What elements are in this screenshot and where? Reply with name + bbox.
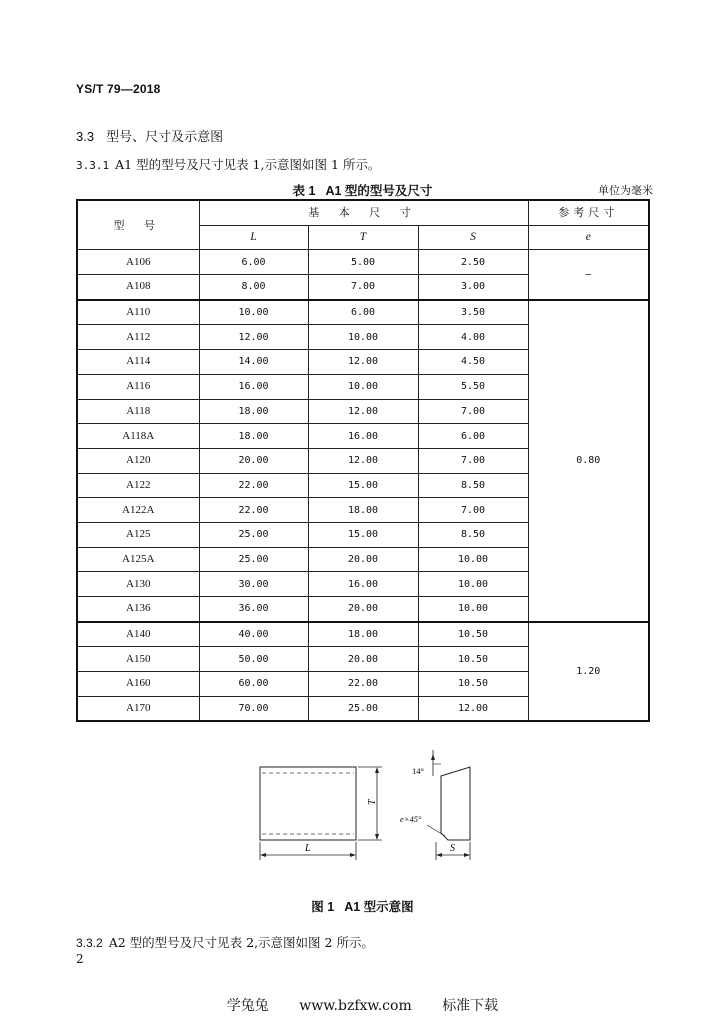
- cell-model: A130: [77, 572, 199, 597]
- header-basic-dimensions: 基 本 尺 寸: [199, 200, 528, 225]
- cell-T: 12.00: [308, 399, 418, 424]
- paragraph-3-3-2: [76, 933, 374, 951]
- label-L: L: [305, 843, 311, 854]
- table-unit-note: 单位为毫米: [598, 185, 653, 197]
- cell-L: 12.00: [199, 325, 308, 350]
- cell-S: 10.00: [418, 597, 528, 622]
- cell-model: A125A: [77, 547, 199, 572]
- cell-L: 22.00: [199, 473, 308, 498]
- cell-e: 0.80: [528, 300, 649, 622]
- cell-model: A120: [77, 448, 199, 473]
- document-code: YS/T 79—2018: [76, 82, 161, 96]
- footer-watermark: [0, 995, 725, 1015]
- cell-model: A110: [77, 300, 199, 325]
- cell-T: 18.00: [308, 498, 418, 523]
- label-T: T: [367, 799, 378, 805]
- cell-L: 25.00: [199, 547, 308, 572]
- cell-T: 22.00: [308, 672, 418, 697]
- cell-L: 10.00: [199, 300, 308, 325]
- cell-S: 4.00: [418, 325, 528, 350]
- cell-L: 30.00: [199, 572, 308, 597]
- cell-T: 10.00: [308, 374, 418, 399]
- cell-S: 10.00: [418, 572, 528, 597]
- cell-T: 6.00: [308, 300, 418, 325]
- figure-caption-label: 图 1: [311, 900, 335, 914]
- cell-model: A140: [77, 622, 199, 647]
- dimensions-table: [76, 199, 650, 722]
- cell-L: 14.00: [199, 350, 308, 375]
- figure-caption: [0, 897, 725, 915]
- cell-T: 20.00: [308, 597, 418, 622]
- cell-T: 10.00: [308, 325, 418, 350]
- cell-e: —: [528, 250, 649, 300]
- label-S: S: [450, 843, 455, 854]
- table-row: [77, 622, 649, 647]
- footer-tagline: 标准下载: [442, 998, 499, 1014]
- cell-S: 7.00: [418, 498, 528, 523]
- header-e: e: [528, 225, 649, 250]
- page-number: 2: [76, 952, 84, 966]
- cell-S: 7.00: [418, 448, 528, 473]
- footer-url[interactable]: www.bzfxw.com: [299, 998, 412, 1014]
- clause-number: 3.3.1: [76, 159, 110, 172]
- cell-model: A160: [77, 672, 199, 697]
- table-caption-label: 表 1: [292, 184, 316, 198]
- section-title: 型号、尺寸及示意图: [106, 129, 224, 144]
- cell-S: 5.50: [418, 374, 528, 399]
- cell-model: A170: [77, 696, 199, 721]
- cell-S: 2.50: [418, 250, 528, 275]
- table-row: [77, 250, 649, 275]
- paragraph-3-3-1: [76, 155, 380, 173]
- clause-text: A1 型的型号及尺寸见表 1,示意图如图 1 所示。: [115, 157, 381, 172]
- cell-L: 25.00: [199, 522, 308, 547]
- header-L: L: [199, 225, 308, 250]
- header-model: 型 号: [77, 200, 199, 250]
- cell-L: 50.00: [199, 647, 308, 672]
- front-view-outline: [260, 767, 356, 840]
- header-T: T: [308, 225, 418, 250]
- cell-L: 8.00: [199, 275, 308, 300]
- cell-S: 6.00: [418, 424, 528, 449]
- cell-S: 8.50: [418, 522, 528, 547]
- cell-model: A118: [77, 399, 199, 424]
- cell-L: 60.00: [199, 672, 308, 697]
- side-view-outline: [441, 767, 470, 840]
- clause-number: 3.3.2: [76, 936, 103, 950]
- section-number: 3.3: [76, 129, 95, 144]
- cell-model: A125: [77, 522, 199, 547]
- cell-S: 12.00: [418, 696, 528, 721]
- cell-model: A122: [77, 473, 199, 498]
- cell-L: 70.00: [199, 696, 308, 721]
- header-reference-dimension: 参考尺寸: [528, 200, 649, 225]
- cell-model: A122A: [77, 498, 199, 523]
- cell-T: 15.00: [308, 473, 418, 498]
- label-angle: 14°: [412, 766, 424, 776]
- cell-model: A114: [77, 350, 199, 375]
- section-heading: [76, 126, 223, 145]
- cell-T: 5.00: [308, 250, 418, 275]
- cell-S: 10.50: [418, 672, 528, 697]
- cell-e: 1.20: [528, 622, 649, 722]
- cell-S: 4.50: [418, 350, 528, 375]
- table-row: [77, 300, 649, 325]
- cell-model: A106: [77, 250, 199, 275]
- cell-L: 18.00: [199, 399, 308, 424]
- cell-L: 20.00: [199, 448, 308, 473]
- cell-model: A108: [77, 275, 199, 300]
- cell-model: A118A: [77, 424, 199, 449]
- cell-L: 18.00: [199, 424, 308, 449]
- cell-T: 15.00: [308, 522, 418, 547]
- cell-T: 7.00: [308, 275, 418, 300]
- cell-model: A112: [77, 325, 199, 350]
- cell-S: 3.50: [418, 300, 528, 325]
- clause-text: A2 型的型号及尺寸见表 2,示意图如图 2 所示。: [108, 935, 374, 950]
- cell-S: 8.50: [418, 473, 528, 498]
- figure-caption-title: A1 型示意图: [344, 900, 414, 914]
- cell-model: A136: [77, 597, 199, 622]
- cell-T: 20.00: [308, 547, 418, 572]
- cell-T: 12.00: [308, 448, 418, 473]
- cell-model: A150: [77, 647, 199, 672]
- cell-S: 10.50: [418, 622, 528, 647]
- footer-site-name: 学兔兔: [226, 998, 269, 1014]
- cell-L: 36.00: [199, 597, 308, 622]
- cell-S: 7.00: [418, 399, 528, 424]
- cell-model: A116: [77, 374, 199, 399]
- cell-L: 16.00: [199, 374, 308, 399]
- cell-S: 10.50: [418, 647, 528, 672]
- cell-L: 22.00: [199, 498, 308, 523]
- cell-T: 20.00: [308, 647, 418, 672]
- cell-S: 3.00: [418, 275, 528, 300]
- cell-T: 16.00: [308, 572, 418, 597]
- cell-S: 10.00: [418, 547, 528, 572]
- cell-T: 12.00: [308, 350, 418, 375]
- figure-1-diagram: [0, 750, 725, 870]
- cell-T: 25.00: [308, 696, 418, 721]
- label-chamfer: e×45°: [400, 814, 422, 824]
- cell-T: 16.00: [308, 424, 418, 449]
- cell-L: 6.00: [199, 250, 308, 275]
- cell-T: 18.00: [308, 622, 418, 647]
- table-caption-title: A1 型的型号及尺寸: [325, 184, 433, 198]
- cell-L: 40.00: [199, 622, 308, 647]
- header-S: S: [418, 225, 528, 250]
